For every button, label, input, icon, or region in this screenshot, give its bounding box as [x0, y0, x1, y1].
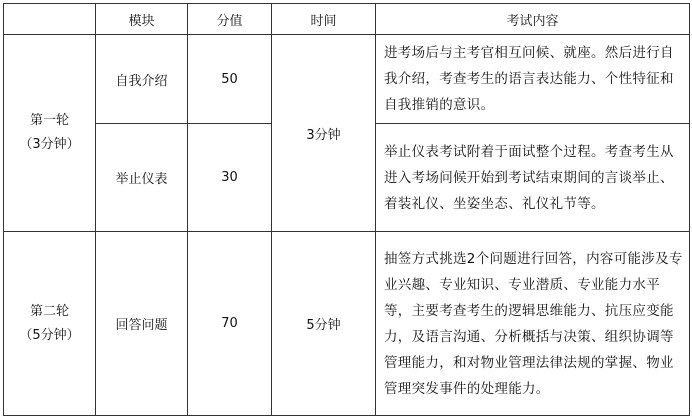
stage-duration: （3分钟）: [19, 137, 80, 152]
table-row: [4, 35, 690, 124]
content-cell: 进考场后与主考官相互问候、就座。然后进行自我介绍，考查考生的语言表达能力、个性特征和自我推销的意识。: [376, 35, 690, 124]
stage-cell-round-1: [4, 35, 96, 232]
stage-cell-round-2: [4, 232, 96, 416]
stage-duration: （5分钟）: [19, 327, 80, 343]
header-time: 时间: [272, 4, 376, 35]
header-content: 考试内容: [376, 4, 690, 35]
score-cell: 70: [188, 232, 272, 416]
content-cell: 抽签方式挑选2个问题进行回答，内容可能涉及专业兴趣、专业知识、专业潜质、专业能力水平等，主要考查考生的逻辑思维能力、抗压应变能力，及语言沟通、分析概括与决策、组织协调等管理能力，和对物业管理法律法规的掌握、物业管理突发事件的处理能力。: [376, 232, 690, 416]
score-cell: 30: [188, 124, 272, 232]
exam-table: [3, 3, 690, 416]
header-module: 模块: [96, 4, 188, 35]
score-cell: 50: [188, 35, 272, 124]
time-cell-round-1: 3分钟: [272, 35, 376, 232]
time-cell-round-2: 5分钟: [272, 232, 376, 416]
stage-name: 第一轮: [29, 113, 69, 128]
module-cell: 举止仪表: [96, 124, 188, 232]
header-score: 分值: [188, 4, 272, 35]
header-row: [4, 4, 690, 35]
stage-name: 第二轮: [29, 303, 69, 319]
module-cell: 回答问题: [96, 232, 188, 416]
header-stage: [4, 4, 96, 35]
table-row: [4, 232, 690, 416]
content-cell: 举止仪表考试附着于面试整个过程。考查考生从进入考场问候开始到考试结束期间的言谈举止、着装礼仪、坐姿坐态、礼仪礼节等。: [376, 124, 690, 232]
module-cell: 自我介绍: [96, 35, 188, 124]
